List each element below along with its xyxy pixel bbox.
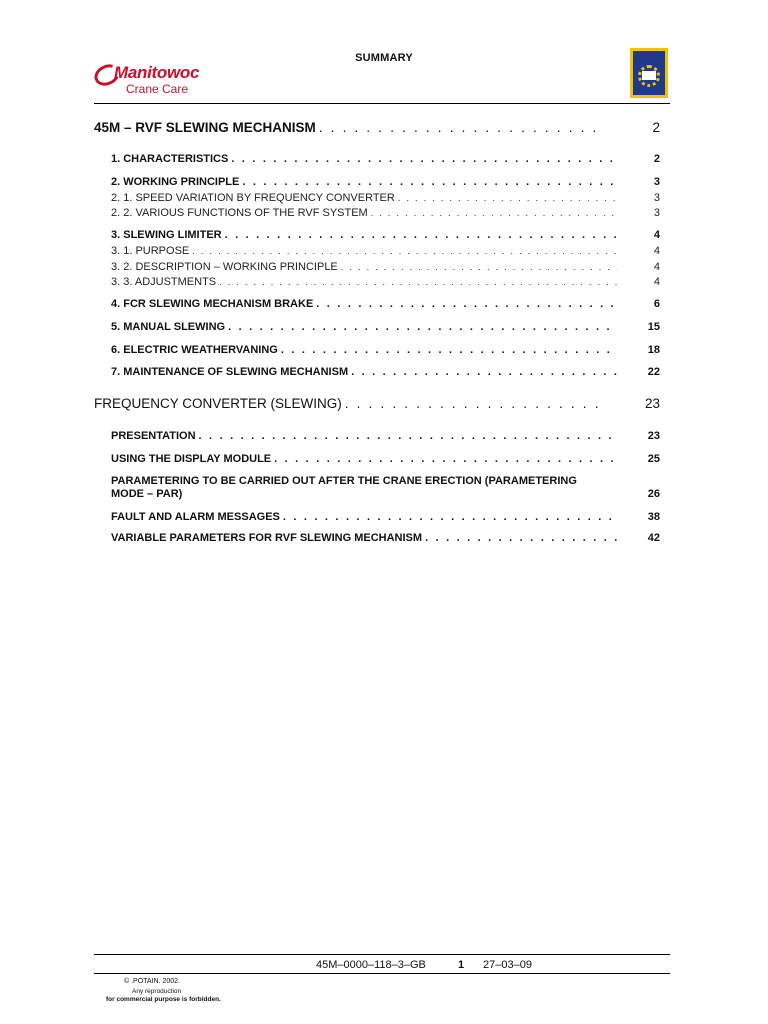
logo-sub-text: Crane Care [126, 82, 189, 96]
gear-badge-icon [630, 48, 668, 98]
toc-subitem: 2. 2. VARIOUS FUNCTIONS OF THE RVF SYSTEM . . . 3 [111, 207, 660, 219]
toc-item: USING THE DISPLAY MODULE . . . 25 [111, 453, 660, 465]
toc-subitem: 3. 1. PURPOSE . . . 4 [111, 245, 660, 257]
toc-item: PRESENTATION . . . 23 [111, 430, 660, 442]
copyright: © .POTAIN. 2002. [124, 978, 180, 985]
toc-subitem: 3. 3. ADJUSTMENTS . . . 4 [111, 276, 660, 288]
toc-item: VARIABLE PARAMETERS FOR RVF SLEWING MECHANISM . . . 42 [111, 532, 660, 544]
footer-rule [94, 954, 670, 955]
screen-icon [642, 71, 656, 80]
toc-item: 4. FCR SLEWING MECHANISM BRAKE . . . 6 [111, 298, 660, 310]
toc-item: 7. MAINTENANCE OF SLEWING MECHANISM . . . 22 [111, 366, 660, 378]
document-date: 27–03–09 [483, 959, 532, 971]
header-rule [94, 103, 670, 104]
document-code: 45M–0000–118–3–GB [316, 959, 426, 971]
page-number: 1 [458, 959, 465, 971]
toc-item-wrapped: PARAMETERING TO BE CARRIED OUT AFTER THE CRANE ERECTION (PARAMETERING MODE – PAR) 26 [111, 475, 660, 500]
toc-item: 1. CHARACTERISTICS . . . 2 [111, 153, 660, 165]
toc-section-slewing-mechanism: 45M – RVF SLEWING MECHANISM . . . 2 [94, 120, 660, 135]
toc-section-frequency-converter: FREQUENCY CONVERTER (SLEWING) . . . 23 [94, 396, 660, 411]
logo-brand-text: Manitowoc [114, 63, 200, 82]
toc-subitem: 2. 1. SPEED VARIATION BY FREQUENCY CONVERTER . . . 3 [111, 192, 660, 204]
toc-item: 5. MANUAL SLEWING . . . 15 [111, 321, 660, 333]
reproduction-notice-2: for commercial purpose is forbidden. [106, 996, 221, 1003]
reproduction-notice: Any reproduction [132, 988, 182, 995]
footer-rule-bottom [94, 973, 670, 974]
manitowoc-logo [94, 62, 204, 98]
toc-item: 6. ELECTRIC WEATHERVANING . . . 18 [111, 344, 660, 356]
page-title: SUMMARY [355, 52, 413, 64]
toc-item: 3. SLEWING LIMITER . . . 4 [111, 229, 660, 241]
toc-subitem: 3. 2. DESCRIPTION – WORKING PRINCIPLE . . . 4 [111, 261, 660, 273]
toc-item: FAULT AND ALARM MESSAGES . . . 38 [111, 511, 660, 523]
toc-item: 2. WORKING PRINCIPLE . . . 3 [111, 176, 660, 188]
